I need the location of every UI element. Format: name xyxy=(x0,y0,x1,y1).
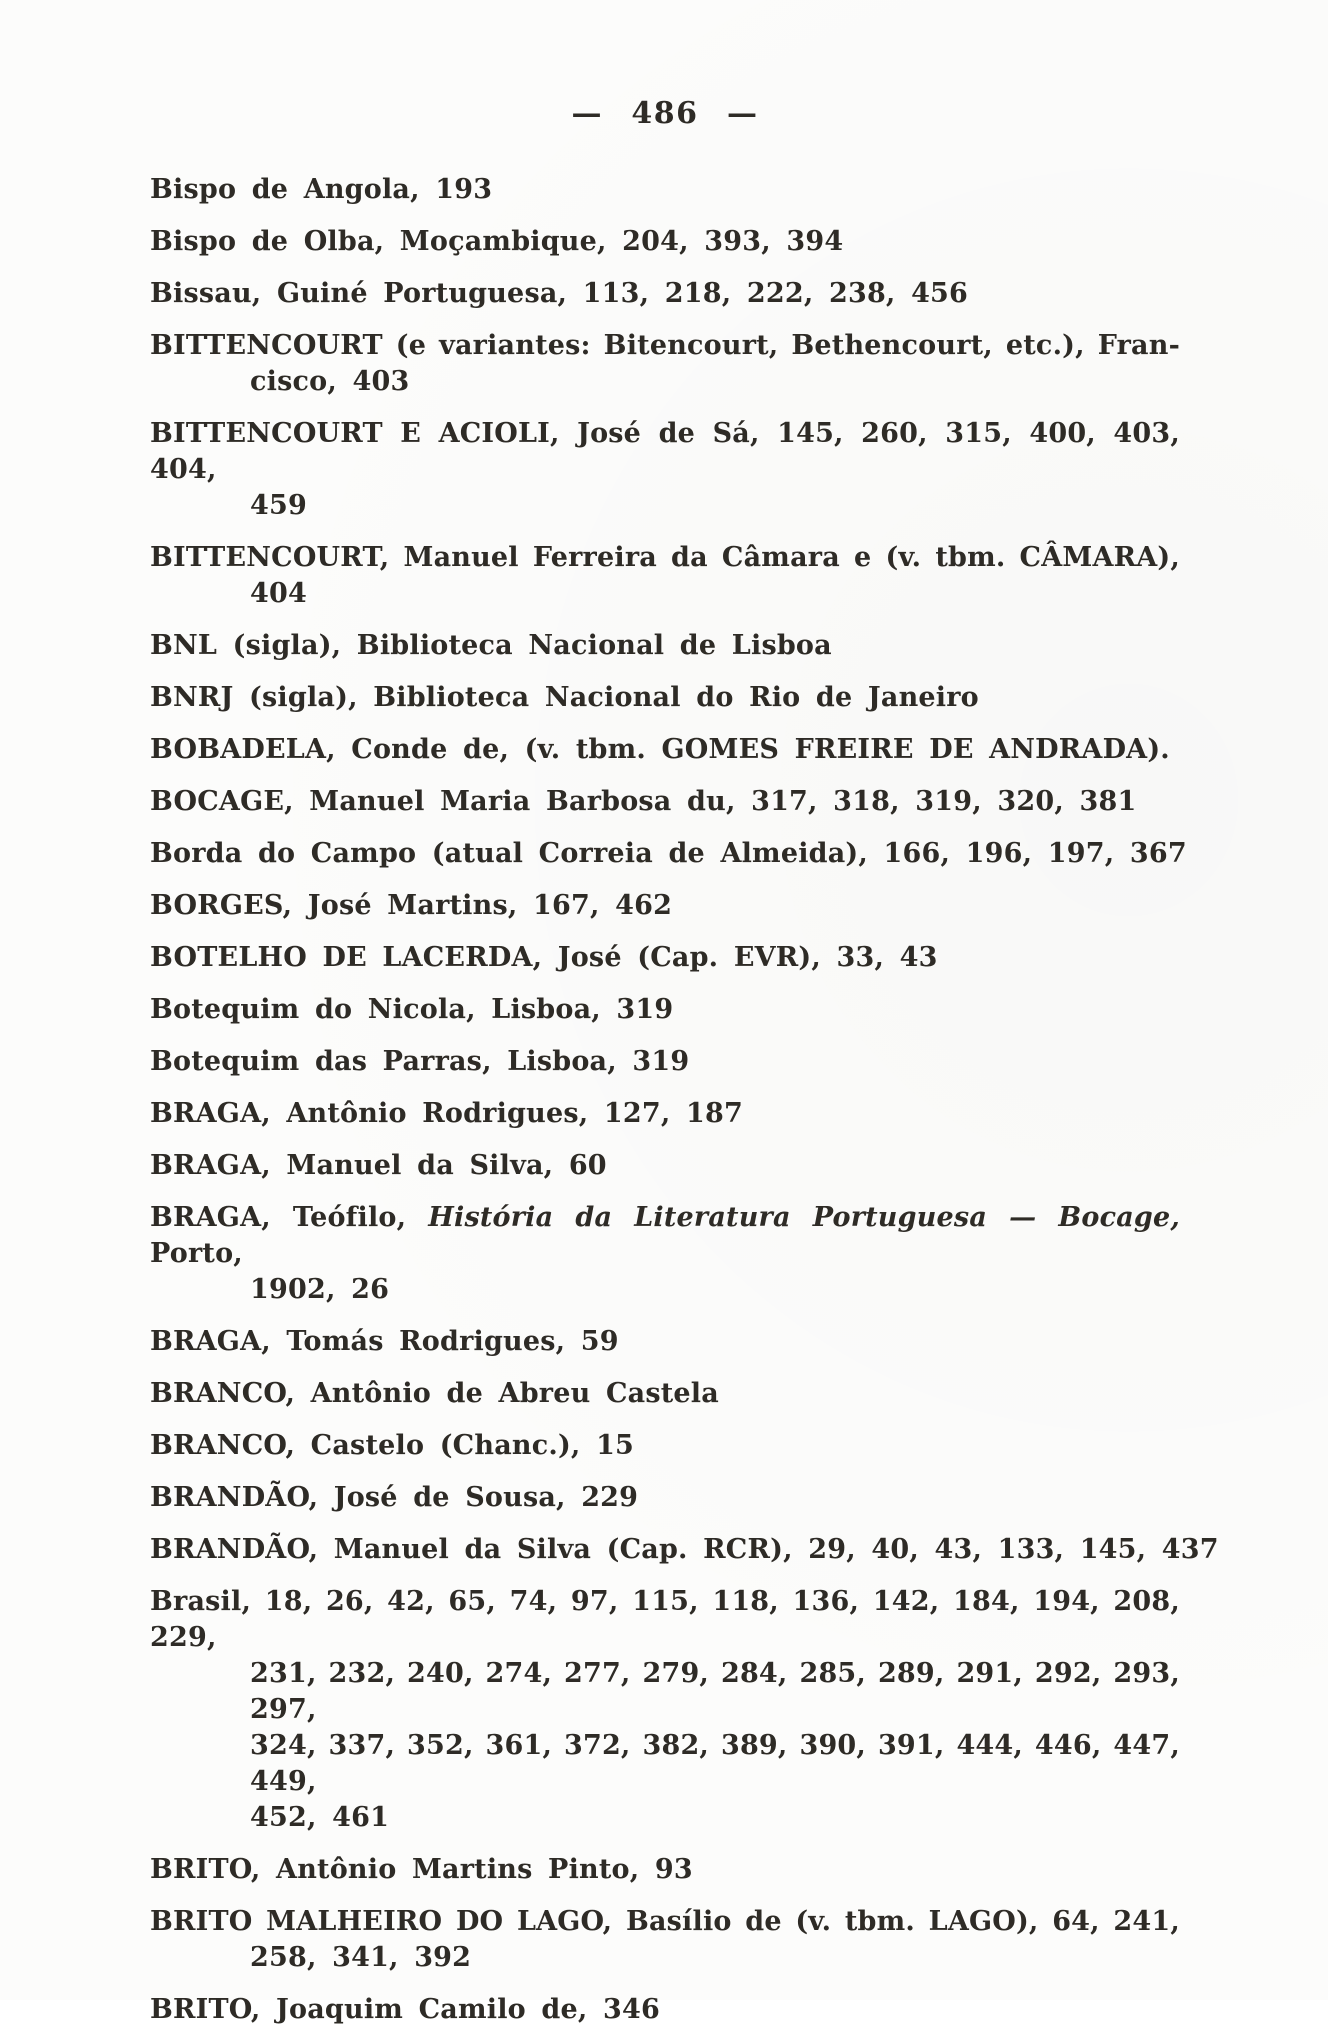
entry-text: BITTENCOURT (e variantes: Bitencourt, Bethencourt, etc.), Fran- xyxy=(150,330,1180,361)
entry-text: BRITO, Antônio Martins Pinto, 93 xyxy=(150,1854,693,1885)
entry-text: BITTENCOURT, Manuel Ferreira da Câmara e (v. tbm. CÂMARA), xyxy=(150,542,1180,573)
entry-text: 258, 341, 392 xyxy=(250,1942,472,1973)
index-entry-line xyxy=(150,628,1180,664)
index-entry-line xyxy=(150,1992,1180,2028)
entry-text: BITTENCOURT E ACIOLI, José de Sá, 145, 260, 315, 400, 403, 404, xyxy=(150,418,1180,485)
entry-text: Bispo de Angola, 193 xyxy=(150,174,493,205)
index-entry xyxy=(150,1200,1180,1308)
entry-text: cisco, 403 xyxy=(250,366,410,397)
index-entry-line xyxy=(150,836,1187,872)
index-entry xyxy=(150,628,1180,664)
index-entry-line xyxy=(150,940,1180,976)
entry-text: BNL (sigla), Biblioteca Nacional de Lisboa xyxy=(150,630,832,661)
entry-text: 452, 461 xyxy=(250,1802,390,1833)
entry-text: 231, 232, 240, 274, 277, 279, 284, 285, 289, 291, 292, 293, 297, xyxy=(250,1658,1180,1725)
index-entry-line xyxy=(150,416,1180,488)
index-entry-line xyxy=(150,540,1180,576)
index-entry-continuation-line xyxy=(150,576,1180,612)
index-entry-line xyxy=(150,992,1180,1028)
entry-text: 1902, 26 xyxy=(250,1274,390,1305)
entry-text: BRAGA, Manuel da Silva, 60 xyxy=(150,1150,607,1181)
entry-text: Bissau, Guiné Portuguesa, 113, 218, 222, 238, 456 xyxy=(150,278,969,309)
index-entry-line xyxy=(150,1148,1180,1184)
index-entry xyxy=(150,732,1180,768)
index-entry-line xyxy=(150,328,1180,364)
index-entry xyxy=(150,1428,1180,1464)
entry-text: BRAGA, Antônio Rodrigues, 127, 187 xyxy=(150,1098,743,1129)
index-entry-line xyxy=(150,1904,1180,1940)
index-entry xyxy=(150,172,1180,208)
index-entry xyxy=(150,1584,1180,1836)
entry-text: Brasil, 18, 26, 42, 65, 74, 97, 115, 118, 136, 142, 184, 194, 208, 229, xyxy=(150,1586,1180,1653)
book-title-italic: História da Literatura Portuguesa — Bocage, xyxy=(428,1202,1180,1233)
entry-text: Botequim das Parras, Lisboa, 319 xyxy=(150,1046,690,1077)
index-entry-line xyxy=(150,732,1180,768)
entry-text: BRITO MALHEIRO DO LAGO, Basílio de (v. tbm. LAGO), 64, 241, xyxy=(150,1906,1180,1937)
index-entry xyxy=(150,680,1180,716)
index-entry xyxy=(150,888,1180,924)
index-entry-continuation-line xyxy=(150,1940,1180,1976)
index-entry-continuation-line xyxy=(150,1272,1180,1308)
index-entry-line xyxy=(150,1376,1180,1412)
entry-text: BRITO, Joaquim Camilo de, 346 xyxy=(150,1994,660,2025)
index-entry-line xyxy=(150,1852,1180,1888)
entry-text: BNRJ (sigla), Biblioteca Nacional do Rio de Janeiro xyxy=(150,682,979,713)
index-entry-line xyxy=(150,1480,1180,1516)
entry-text: BOCAGE, Manuel Maria Barbosa du, 317, 318, 319, 320, 381 xyxy=(150,786,1137,817)
entry-text: BOTELHO DE LACERDA, José (Cap. EVR), 33, 43 xyxy=(150,942,938,973)
index-entry xyxy=(150,992,1180,1028)
index-entry-line xyxy=(150,1200,1180,1272)
entry-text: 459 xyxy=(250,490,307,521)
index-entry xyxy=(150,1096,1180,1132)
index-entry-line xyxy=(150,1532,1219,1568)
index-entry xyxy=(150,1376,1180,1412)
index-entry xyxy=(150,940,1180,976)
entry-text: BRANDÃO, Manuel da Silva (Cap. RCR), 29, 40, 43, 133, 145, 437 xyxy=(150,1534,1219,1565)
index-entry-continuation-line xyxy=(150,1656,1180,1728)
index-entry-line xyxy=(150,1324,1180,1360)
index-entry xyxy=(150,416,1180,524)
index-entry xyxy=(150,1904,1180,1976)
index-entry-line xyxy=(150,276,1180,312)
entry-text: BORGES, José Martins, 167, 462 xyxy=(150,890,673,921)
index-entry-continuation-line xyxy=(150,1728,1180,1800)
entry-text: BRANCO, Castelo (Chanc.), 15 xyxy=(150,1430,635,1461)
index-entry xyxy=(150,1532,1219,1568)
index-entry xyxy=(150,328,1180,400)
entry-text: Borda do Campo (atual Correia de Almeida), 166, 196, 197, 367 xyxy=(150,838,1187,869)
index-entry-continuation-line xyxy=(150,364,1180,400)
index-entry xyxy=(150,1852,1180,1888)
entry-text: 324, 337, 352, 361, 372, 382, 389, 390, 391, 444, 446, 447, 449, xyxy=(250,1730,1180,1797)
entry-text: BRAGA, Tomás Rodrigues, 59 xyxy=(150,1326,619,1357)
index-entry-line xyxy=(150,1428,1180,1464)
index-entry-line xyxy=(150,784,1180,820)
index-entry-line xyxy=(150,1096,1180,1132)
index-entry-continuation-line xyxy=(150,1800,1180,1836)
index-list xyxy=(150,172,1219,2028)
entry-text: 404 xyxy=(250,578,307,609)
index-entry xyxy=(150,540,1180,612)
index-entry xyxy=(150,276,1180,312)
entry-text: Bispo de Olba, Moçambique, 204, 393, 394 xyxy=(150,226,844,257)
index-entry-line xyxy=(150,172,1180,208)
entry-text: BRAGA, Teófilo, xyxy=(150,1202,429,1233)
index-entry xyxy=(150,1992,1180,2028)
index-entry-line xyxy=(150,680,1180,716)
index-entry-continuation-line xyxy=(150,488,1180,524)
index-entry xyxy=(150,784,1180,820)
index-entry xyxy=(150,836,1187,872)
entry-text: Porto, xyxy=(150,1238,243,1269)
index-entry-line xyxy=(150,1584,1180,1656)
page-number-header: — 486 — xyxy=(571,96,759,131)
index-entry-line xyxy=(150,1044,1180,1080)
entry-text: BRANCO, Antônio de Abreu Castela xyxy=(150,1378,719,1409)
index-entry xyxy=(150,1480,1180,1516)
index-entry xyxy=(150,1044,1180,1080)
index-entry xyxy=(150,1324,1180,1360)
entry-text: Botequim do Nicola, Lisboa, 319 xyxy=(150,994,674,1025)
entry-text: BOBADELA, Conde de, (v. tbm. GOMES FREIRE DE ANDRADA). xyxy=(150,734,1170,765)
index-entry xyxy=(150,1148,1180,1184)
entry-text: BRANDÃO, José de Sousa, 229 xyxy=(150,1482,639,1513)
index-entry-line xyxy=(150,224,1180,260)
index-entry xyxy=(150,224,1180,260)
index-entry-line xyxy=(150,888,1180,924)
